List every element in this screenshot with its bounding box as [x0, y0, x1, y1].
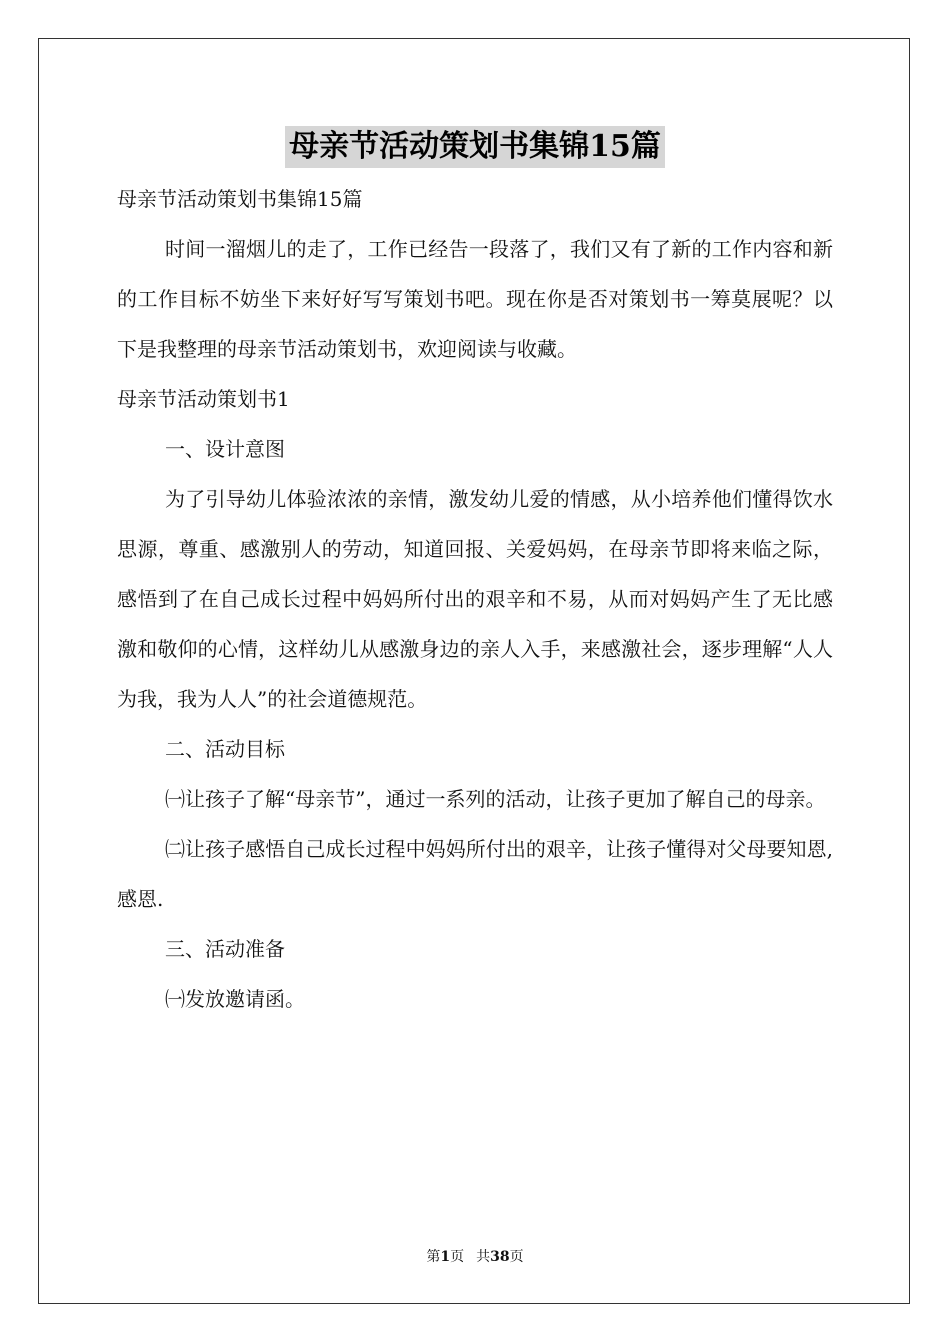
footer-page-suffix: 页	[450, 1249, 465, 1265]
heading-activity-preparation: 三、活动准备	[165, 937, 285, 961]
heading-design-intent: 一、设计意图	[165, 437, 285, 461]
footer-total-prefix: 共	[476, 1249, 491, 1265]
page-footer	[0, 1246, 950, 1266]
footer-page-number: 1	[440, 1249, 451, 1265]
paragraph-goal-1: ㈠让孩子了解“母亲节”，通过一系列的活动，让孩子更加了解自己的母亲。	[165, 787, 826, 811]
document-title: 母亲节活动策划书集锦15篇	[285, 126, 665, 168]
paragraph-intro: 时间一溜烟儿的走了，工作已经告一段落了，我们又有了新的工作内容和新的工作目标不妨坐下来好好写写策划书吧。现在你是否对策划书一筹莫展呢？以下是我整理的母亲节活动策划书，欢迎阅读与收藏。	[117, 237, 833, 361]
paragraph-preparation-1: ㈠发放邀请函。	[165, 987, 305, 1011]
section-heading-plan-1: 母亲节活动策划书1	[117, 387, 290, 411]
footer-page-prefix: 第	[426, 1249, 441, 1265]
paragraph-subtitle: 母亲节活动策划书集锦15篇	[117, 187, 363, 211]
paragraph-design-intent: 为了引导幼儿体验浓浓的亲情，激发幼儿爱的情感，从小培养他们懂得饮水思源，尊重、感激别人的劳动，知道回报、关爱妈妈，在母亲节即将来临之际，感悟到了在自己成长过程中妈妈所付出的艰辛和不易，从而对妈妈产生了无比感激和敬仰的心情，这样幼儿从感激身边的亲人入手，来感激社会，逐步理解“人人为我，我为人人”的社会道德规范。	[117, 487, 833, 711]
heading-activity-goals: 二、活动目标	[165, 737, 285, 761]
paragraph-goal-2: ㈡让孩子感悟自己成长过程中妈妈所付出的艰辛，让孩子懂得对父母要知恩,感恩.	[117, 837, 833, 911]
footer-total-suffix: 页	[509, 1249, 524, 1265]
title-container	[0, 126, 950, 168]
document-body	[117, 174, 833, 1024]
footer-total-pages: 38	[490, 1249, 510, 1265]
